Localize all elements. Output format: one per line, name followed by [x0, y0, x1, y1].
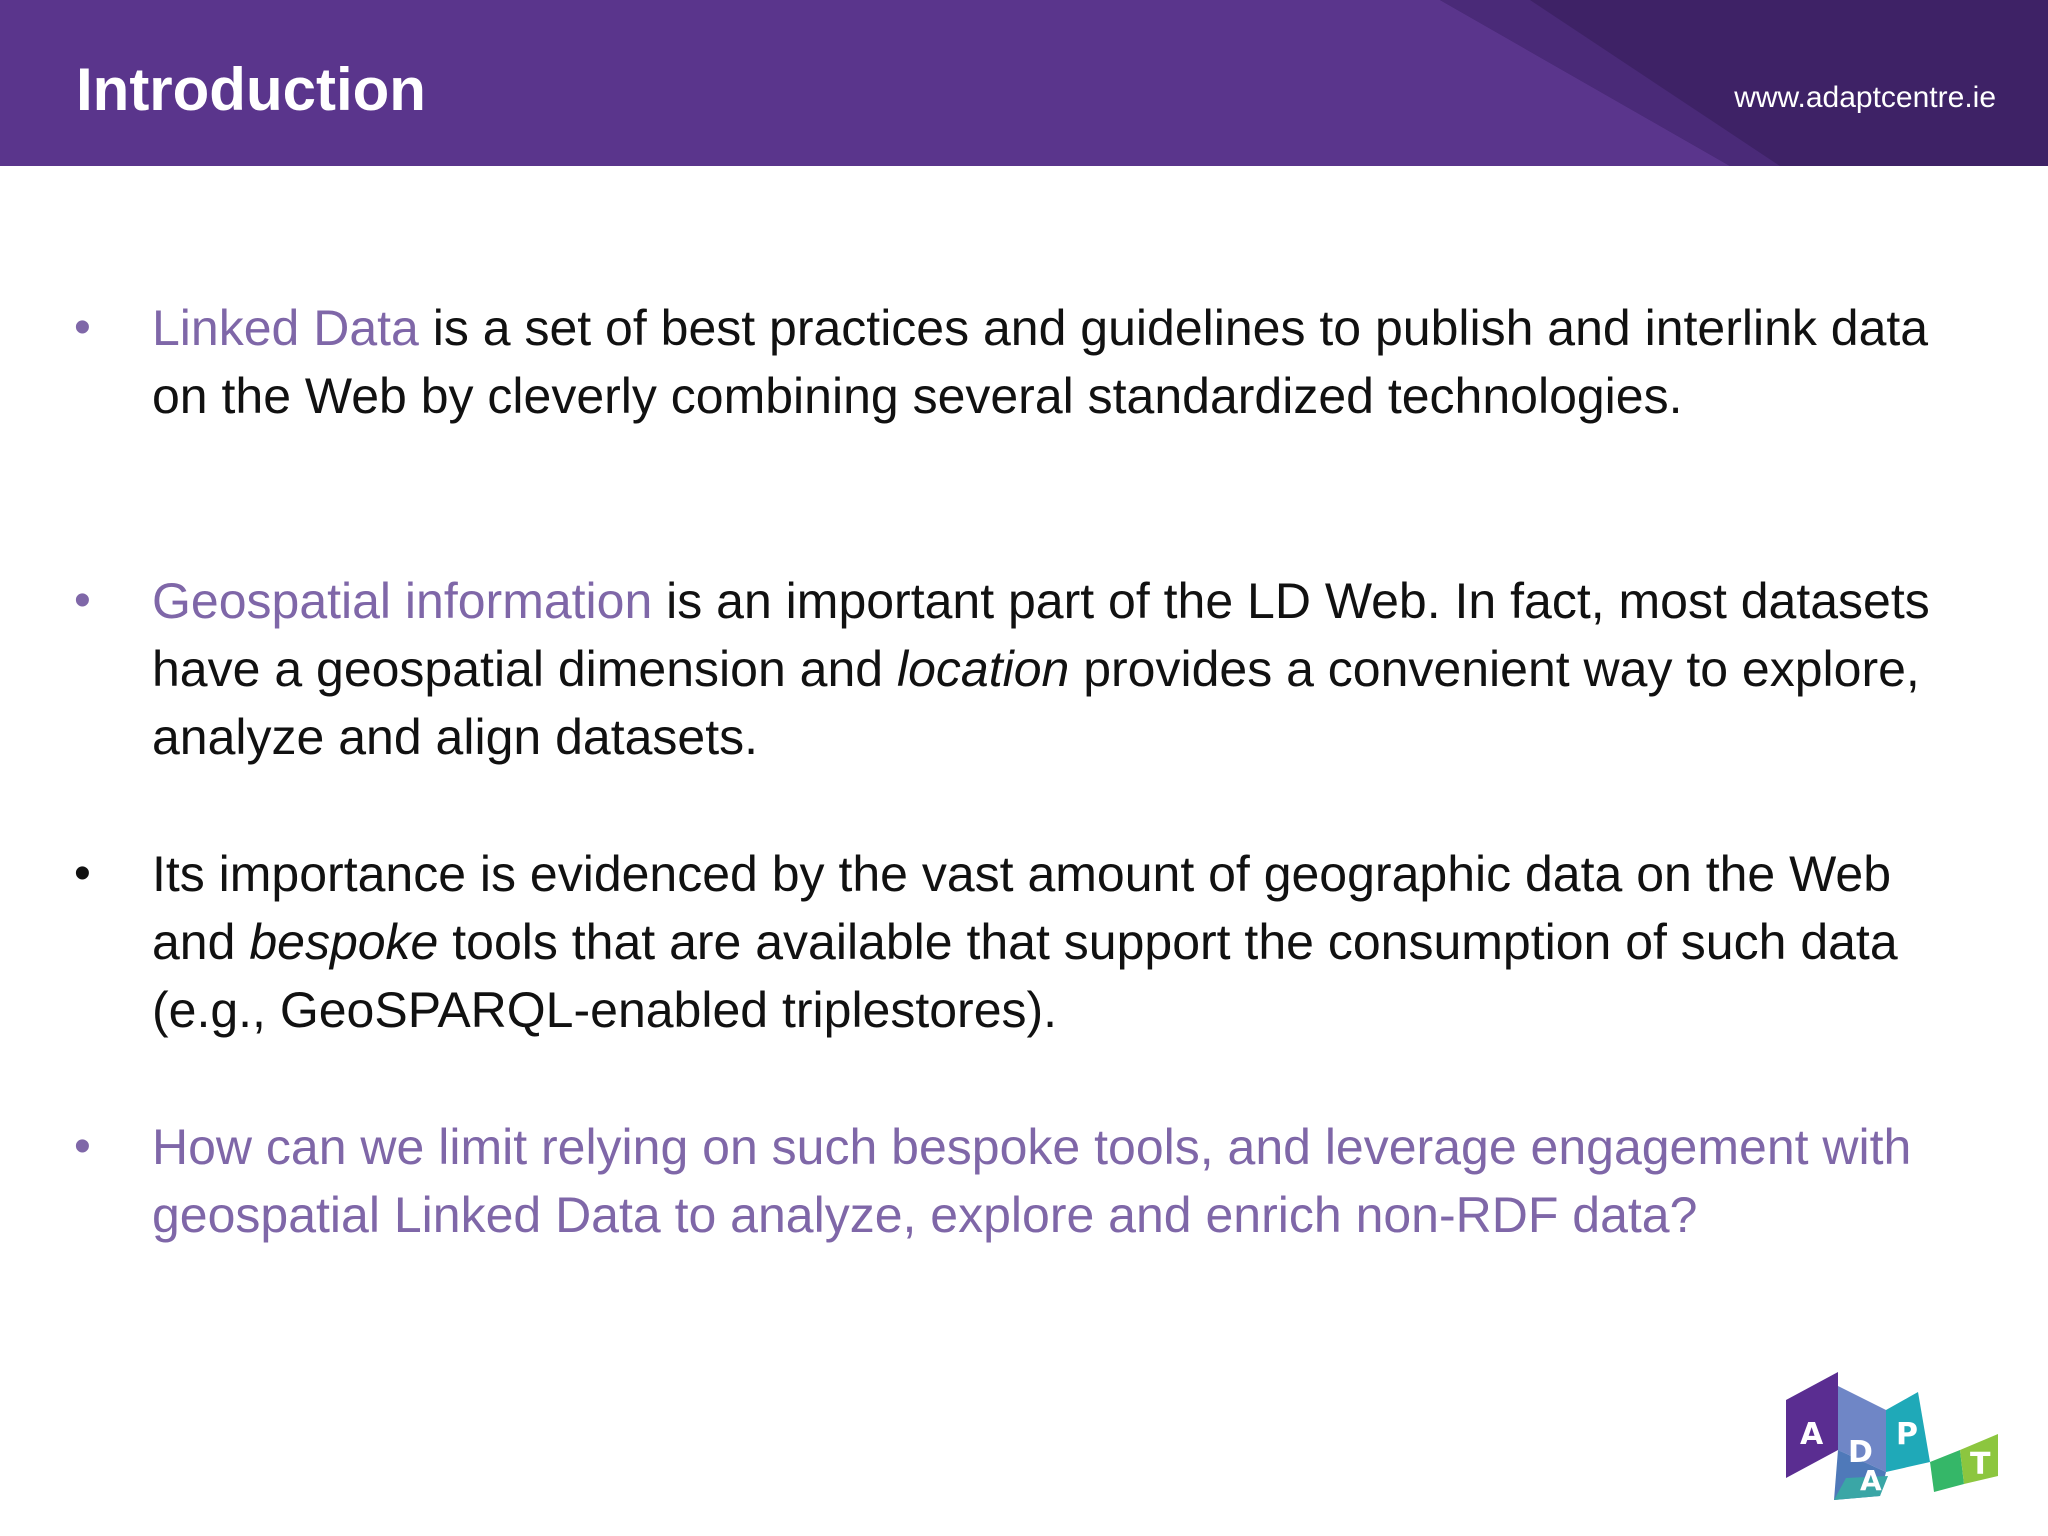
term-linked-data: Linked Data [152, 300, 419, 356]
logo-letter: T [1970, 1447, 1991, 1482]
bullet-text: Its importance is evidenced by the vast amount of geographic data on the Web and [152, 846, 1892, 970]
bullet-text: is a set of best practices and guidelines to publish and interlink data on the Web by cleverly combining several standardized technologies. [152, 300, 1929, 424]
research-question: How can we limit relying on such bespoke tools, and leverage engagement with geospatial Linked Data to analyze, explore and enrich non-RDF data? [152, 1119, 1912, 1243]
slide-header [0, 0, 2048, 166]
bullet-marker: • [74, 1120, 91, 1173]
bullet-marker: • [74, 301, 91, 354]
bullet-marker: • [74, 847, 91, 900]
bullet-text: tools that are available that support the consumption of such data (e.g., GeoSPARQL-enabled triplestores). [152, 914, 1898, 1038]
logo-letter: P [1896, 1417, 1918, 1452]
logo-block-green [1930, 1450, 1964, 1492]
bullet-text: provides a convenient way to explore, analyze and align datasets. [152, 641, 1920, 765]
logo-letter: A [1800, 1417, 1824, 1452]
website-url: www.adaptcentre.ie [1734, 81, 1996, 114]
adapt-logo [1784, 1366, 2008, 1500]
bullet-marker: • [74, 574, 91, 627]
term-geospatial-information: Geospatial information [152, 573, 653, 629]
logo-letter: D [1848, 1435, 1873, 1470]
logo-letter: A [1860, 1464, 1882, 1497]
slide-title: Introduction [76, 56, 426, 123]
bullet-text: is an important part of the LD Web. In fact, most datasets have a geospatial dimension and [152, 573, 1930, 697]
emphasis-bespoke: bespoke [249, 914, 439, 970]
emphasis-location: location [896, 641, 1070, 697]
